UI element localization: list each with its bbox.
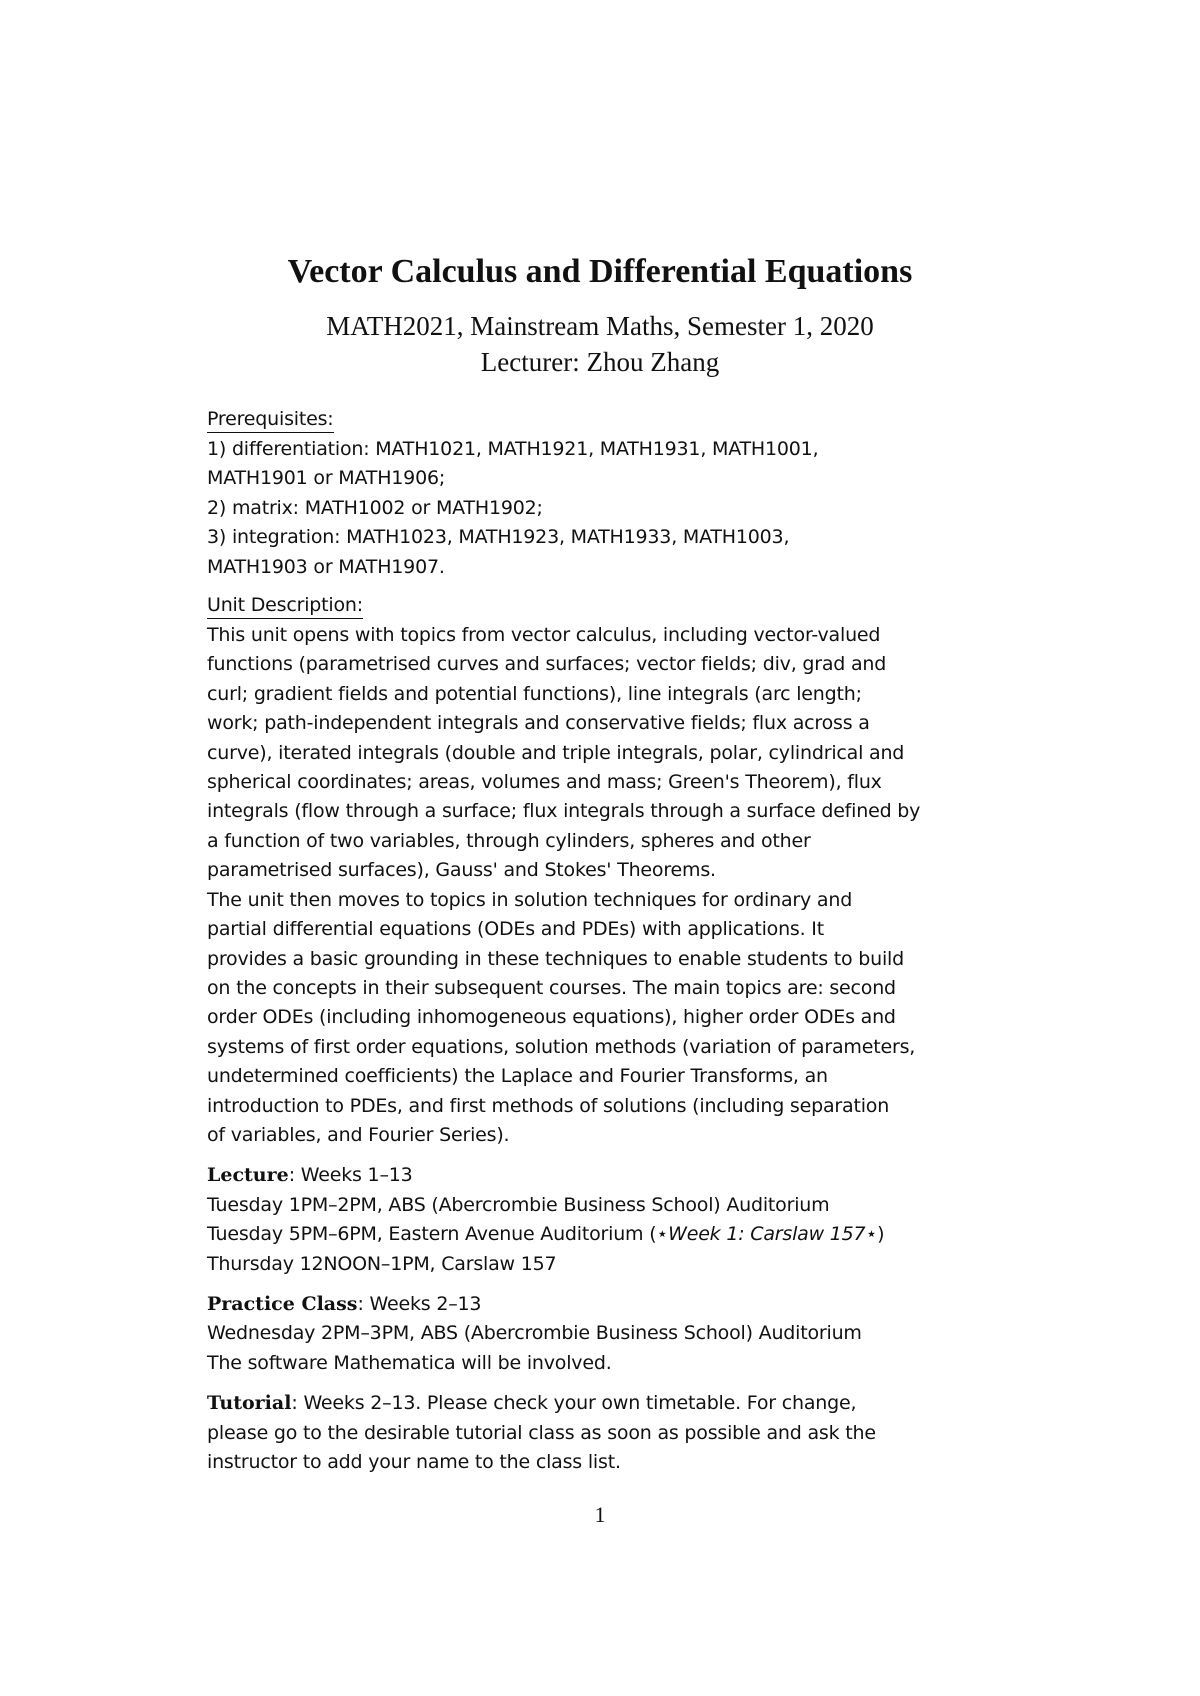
page-number: 1 bbox=[594, 1502, 606, 1527]
practice-class-section bbox=[207, 1290, 1007, 1378]
description-line: a function of two variables, through cylinders, spheres and other bbox=[207, 829, 811, 852]
description-line: on the concepts in their subsequent courses. The main topics are: second bbox=[207, 976, 896, 999]
lecture-weeks: : Weeks 1–13 bbox=[288, 1164, 413, 1187]
lecturer-info: Lecturer: Zhou Zhang bbox=[480, 347, 720, 377]
tutorial-text: please go to the desirable tutorial class as soon as possible and ask the bbox=[207, 1421, 876, 1444]
description-line: undetermined coefficients) the Laplace and Fourier Transforms, an bbox=[207, 1065, 828, 1088]
course-info: MATH2021, Mainstream Maths, Semester 1, 2020 bbox=[326, 311, 874, 341]
description-line: order ODEs (including inhomogeneous equations), higher order ODEs and bbox=[207, 1006, 896, 1029]
practice-class-label: Practice Class bbox=[207, 1292, 358, 1315]
lecture-label: Lecture bbox=[207, 1164, 289, 1187]
tutorial-text: instructor to add your name to the class list. bbox=[207, 1451, 621, 1473]
document-body bbox=[207, 405, 1007, 1477]
lecture-time-line: Tuesday 1PM–2PM, ABS (Abercrombie Business School) Auditorium bbox=[207, 1193, 830, 1216]
description-line: introduction to PDEs, and first methods of solutions (including separation bbox=[207, 1094, 890, 1117]
description-line: partial differential equations (ODEs and PDEs) with applications. It bbox=[207, 918, 824, 941]
lecture-section bbox=[207, 1161, 1007, 1279]
lecture-time-line: Tuesday 5PM–6PM, Eastern Avenue Auditorium ( bbox=[207, 1223, 657, 1246]
unit-description-label: Unit Description: bbox=[207, 593, 363, 619]
document-title: Vector Calculus and Differential Equations bbox=[287, 253, 913, 290]
description-line: This unit opens with topics from vector calculus, including vector-valued bbox=[207, 624, 881, 647]
lecture-note-close: ) bbox=[877, 1223, 885, 1246]
description-line: curve), iterated integrals (double and triple integrals, polar, cylindrical and bbox=[207, 741, 905, 764]
description-line: The unit then moves to topics in solution techniques for ordinary and bbox=[207, 888, 853, 911]
prerequisites-label: Prerequisites: bbox=[207, 407, 334, 433]
description-line: integrals (flow through a surface; flux integrals through a surface defined by bbox=[207, 800, 921, 823]
description-line: parametrised surfaces), Gauss' and Stokes' Theorems. bbox=[207, 859, 716, 882]
unit-description-section bbox=[207, 591, 1007, 1150]
description-line: curl; gradient fields and potential functions), line integrals (arc length; bbox=[207, 682, 862, 705]
lecture-week1-note: ⋆Week 1: Carslaw 157⋆ bbox=[656, 1223, 878, 1246]
prerequisite-line: 3) integration: MATH1023, MATH1923, MATH1933, MATH1003, bbox=[207, 526, 790, 549]
lecture-time-line: Thursday 12NOON–1PM, Carslaw 157 bbox=[207, 1252, 557, 1275]
description-line: work; path-independent integrals and conservative fields; flux across a bbox=[207, 712, 870, 735]
description-line: functions (parametrised curves and surfaces; vector fields; div, grad and bbox=[207, 653, 887, 676]
prerequisite-line: 2) matrix: MATH1002 or MATH1902; bbox=[207, 496, 543, 519]
tutorial-section bbox=[207, 1389, 1007, 1477]
practice-class-time: Wednesday 2PM–3PM, ABS (Abercrombie Business School) Auditorium bbox=[207, 1322, 862, 1345]
description-line: of variables, and Fourier Series). bbox=[207, 1123, 510, 1146]
prerequisite-line: MATH1901 or MATH1906; bbox=[207, 467, 446, 490]
prerequisite-line: 1) differentiation: MATH1021, MATH1921, MATH1931, MATH1001, bbox=[207, 438, 819, 460]
description-line: provides a basic grounding in these techniques to enable students to build bbox=[207, 947, 904, 970]
description-line: systems of first order equations, solution methods (variation of parameters, bbox=[207, 1035, 916, 1058]
prerequisite-line: MATH1903 or MATH1907. bbox=[207, 555, 445, 578]
tutorial-text: : Weeks 2–13. Please check your own timetable. For change, bbox=[291, 1392, 857, 1415]
practice-class-note: The software Mathematica will be involved. bbox=[207, 1351, 612, 1374]
prerequisites-section bbox=[207, 405, 1007, 582]
description-line: spherical coordinates; areas, volumes and mass; Green's Theorem), flux bbox=[207, 771, 882, 794]
practice-class-weeks: : Weeks 2–13 bbox=[357, 1292, 482, 1315]
tutorial-label: Tutorial bbox=[207, 1392, 292, 1415]
